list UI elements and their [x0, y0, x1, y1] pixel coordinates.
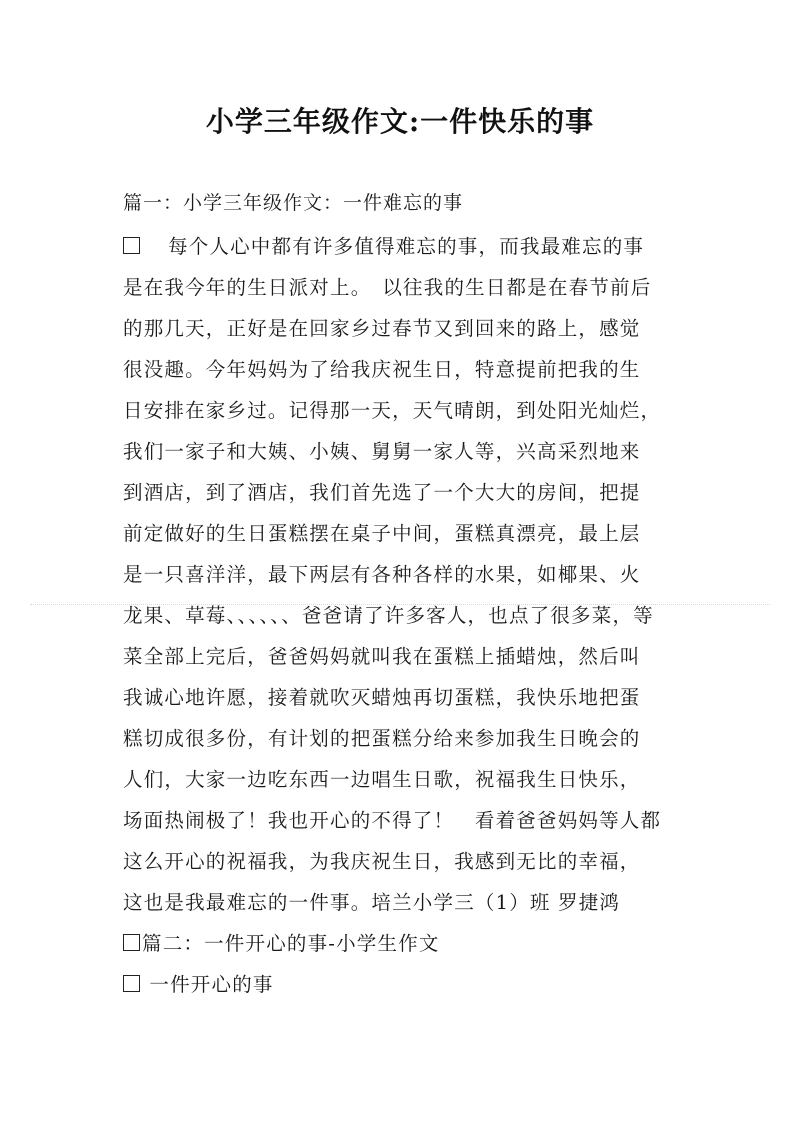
checkbox-square-icon [123, 934, 140, 951]
section-2-subheading: 一件开心的事 [142, 973, 274, 996]
paragraph-line: 我诚心地许愿，接着就吹灭蜡烛再切蛋糕，我快乐地把蛋 [123, 686, 641, 709]
line-text: 每个人心中都有许多值得难忘的事，而我最难忘的事 [168, 235, 645, 258]
paragraph-line: 这也是我最难忘的一件事。培兰小学三（1）班 罗捷鸿 [123, 891, 621, 914]
paragraph-line: 前定做好的生日蛋糕摆在桌子中间，蛋糕真漂亮，最上层 [123, 522, 641, 545]
paragraph-line: 场面热闹极了！我也开心的不得了！ 看着爸爸妈妈等人都 [123, 809, 662, 832]
paragraph-line: 日安排在家乡过。记得那一天，天气晴朗，到处阳光灿烂， [123, 399, 662, 422]
paragraph-line [123, 230, 693, 271]
paragraph-line: 的那几天，正好是在回家乡过春节又到回来的路上，感觉 [123, 317, 641, 340]
section-2-heading-line [123, 927, 693, 968]
paragraph-line: 是一只喜洋洋，最下两层有各种各样的水果，如椰果、火 [123, 563, 641, 586]
paragraph-line: 菜全部上完后，爸爸妈妈就叫我在蛋糕上插蜡烛，然后叫 [123, 645, 641, 668]
checkbox-square-icon [123, 975, 140, 992]
page-divider [30, 604, 770, 605]
paragraph-line: 到酒店，到了酒店，我们首先选了一个大大的房间，把提 [123, 481, 641, 504]
paragraph-line: 很没趣。今年妈妈为了给我庆祝生日，特意提前把我的生 [123, 358, 641, 381]
paragraph-line: 是在我今年的生日派对上。 以往我的生日都是在春节前后 [123, 276, 652, 299]
checkbox-square-icon [123, 237, 140, 254]
paragraph-line: 这么开心的祝福我，为我庆祝生日，我感到无比的幸福， [123, 850, 641, 873]
section-2-subheading-line [123, 968, 693, 1009]
document-body [123, 230, 693, 1009]
paragraph-line: 人们，大家一边吃东西一边唱生日歌，祝福我生日快乐， [123, 768, 641, 791]
section-1-heading: 篇一：小学三年级作文：一件难忘的事 [123, 192, 464, 214]
document-title: 小学三年级作文:一件快乐的事 [205, 105, 595, 138]
section-2-heading: 篇二：一件开心的事-小学生作文 [142, 932, 440, 955]
paragraph-line: 我们一家子和大姨、小姨、舅舅一家人等，兴高采烈地来 [123, 440, 641, 463]
paragraph-line: 糕切成很多份，有计划的把蛋糕分给来参加我生日晚会的 [123, 727, 641, 750]
paragraph-line: 龙果、草莓、、、、、、爸爸请了许多客人，也点了很多菜，等 [123, 604, 654, 627]
